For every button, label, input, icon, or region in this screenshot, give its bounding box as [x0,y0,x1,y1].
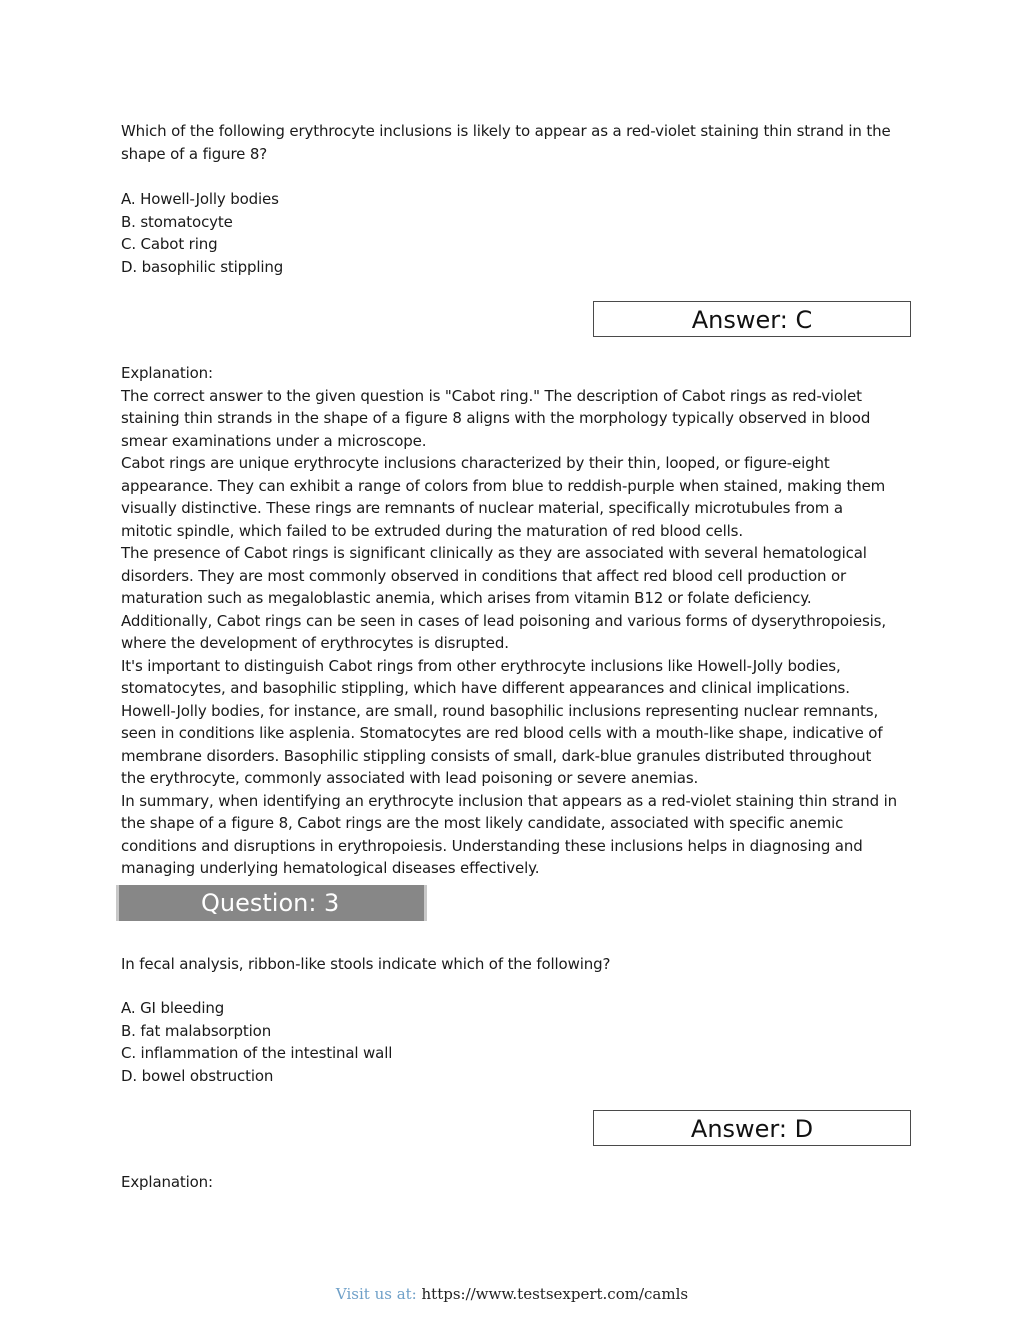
explanation-label: Explanation: [121,364,213,382]
question-3-explanation [121,1171,911,1194]
option-d: D. basophilic stippling [121,257,284,276]
explanation-line: smear examinations under a microscope. [121,431,427,450]
stem-line: Which of the following erythrocyte inclusions is likely to appear as a red-violet staining thin strand in the [121,122,891,140]
stem-line: In fecal analysis, ribbon-like stools indicate which of the following? [121,955,611,973]
option-c: C. inflammation of the intestinal wall [121,1044,393,1062]
option-c: C. Cabot ring [121,235,218,253]
explanation-line: In summary, when identifying an erythrocyte inclusion that appears as a red-violet staining thin strand in [121,791,898,810]
explanation-line: where the development of erythrocytes is disrupted. [121,634,509,652]
question-3-heading [116,885,427,921]
explanation-line: stomatocytes, and basophilic stippling, which have different appearances and clinical implications. [121,679,850,697]
explanation-line: the erythrocyte, commonly associated with lead poisoning or severe anemias. [121,769,699,787]
question-2-explanation [121,362,911,880]
explanation-line: Howell-Jolly bodies, for instance, are small, round basophilic inclusions representing nuclear remnants, [121,701,879,720]
explanation-line: seen in conditions like asplenia. Stomatocytes are red blood cells with a mouth-like shape, indicative of [121,724,883,742]
question-2-stem [121,120,911,165]
explanation-line: managing underlying hematological diseases effectively. [121,859,540,877]
explanation-line: The correct answer to the given question is "Cabot ring." The description of Cabot rings as red-violet [121,386,862,405]
option-d: D. bowel obstruction [121,1066,274,1085]
question-3-answer-box: Answer: D [593,1110,911,1146]
page-footer [0,1284,1024,1304]
option-b: B. fat malabsorption [121,1021,272,1040]
explanation-line: Additionally, Cabot rings can be seen in cases of lead poisoning and various forms of dyserythropoiesis, [121,611,886,630]
explanation-line: The presence of Cabot rings is significant clinically as they are associated with several hematological [121,544,867,562]
explanation-line: maturation such as megaloblastic anemia, which arises from vitamin B12 or folate deficiency. [121,589,812,607]
question-2-options [121,188,911,278]
explanation-line: appearance. They can exhibit a range of colors from blue to reddish-purple when stained, making them [121,476,886,495]
explanation-line: conditions and disruptions in erythropoiesis. Understanding these inclusions helps in diagnosing and [121,836,863,855]
option-b: B. stomatocyte [121,212,233,231]
stem-line: shape of a figure 8? [121,144,268,163]
explanation-line: the shape of a figure 8, Cabot rings are the most likely candidate, associated with specific anemic [121,814,844,832]
explanation-line: staining thin strands in the shape of a figure 8 aligns with the morphology typically observed in blood [121,409,871,427]
explanation-line: visually distinctive. These rings are remnants of nuclear material, specifically microtubules from a [121,499,843,517]
option-a: A. GI bleeding [121,999,225,1017]
explanation-line: membrane disorders. Basophilic stippling consists of small, dark-blue granules distributed throughout [121,746,872,765]
question-3-stem [121,953,911,976]
question-3-heading-text: Question: 3 [201,889,340,917]
explanation-line: Cabot rings are unique erythrocyte inclusions characterized by their thin, looped, or figure-eight [121,454,830,472]
footer-url-link[interactable]: https://www.testsexpert.com/camls [421,1285,689,1303]
footer-label: Visit us at: [335,1285,417,1303]
question-3-options [121,997,911,1087]
explanation-line: mitotic spindle, which failed to be extruded during the maturation of red blood cells. [121,521,743,540]
explanation-label: Explanation: [121,1173,213,1191]
explanation-line: It's important to distinguish Cabot rings from other erythrocyte inclusions like Howell-Jolly bodies, [121,656,841,675]
question-2-answer-box: Answer: C [593,301,911,337]
option-a: A. Howell-Jolly bodies [121,190,279,208]
explanation-line: disorders. They are most commonly observed in conditions that affect red blood cell production or [121,566,846,585]
